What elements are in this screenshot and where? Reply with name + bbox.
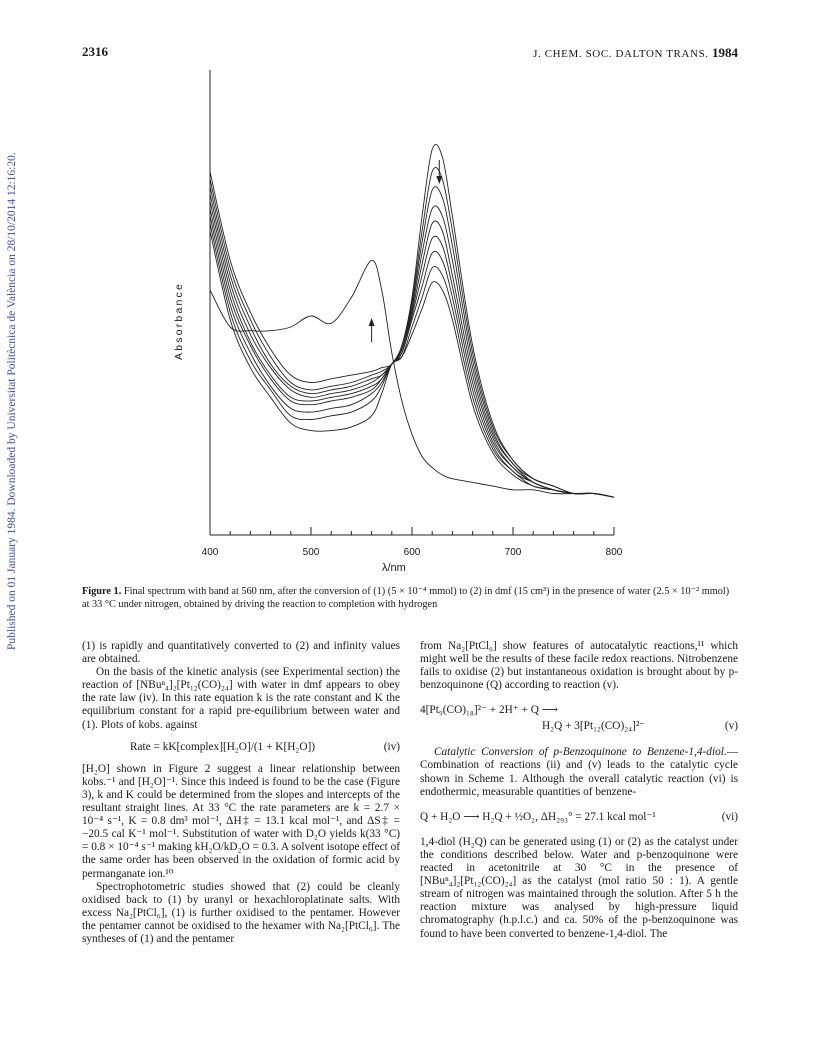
figure-caption [82,586,738,611]
journal-name: J. CHEM. SOC. DALTON TRANS. [533,48,709,60]
equation-line: 4[Pt₉(CO)₁₈]²⁻ + 2H⁺ + Q ⟶ [420,704,558,717]
x-tick-label: 800 [605,547,623,558]
equation-v [420,702,738,734]
equation-number: (iv) [383,740,400,753]
equation-number: (vi) [721,810,738,823]
paragraph: from Na₂[PtCl₆] show features of autocatalytic reactions,¹¹ which might well be the results of these facile redox reactions. Nitrobenzene fails to oxidise (2) but instantaneous oxidation is brought about by p-benzoquinone (Q) according to reaction (v). [420,640,738,692]
equation-line: H₂Q + 3[Pt₁₂(CO)₂₄]²⁻ [542,720,646,733]
x-tick-label: 500 [302,547,320,558]
running-head [533,45,738,61]
paragraph: On the basis of the kinetic analysis (see Experimental section) the reaction of [NBuⁿ₄]₂[Pt₁₂(CO)₂₄] with water in dmf appears to obey the rate law (iv). In this rate equation k is the rate constant and K the equilibrium constant for a rapid pre-equilibrium between water and (1). Plots of kobs. against [82,666,400,731]
x-tick-label: 600 [403,547,421,558]
paragraph: 1,4-diol (H₂Q) can be generated using (1) or (2) as the catalyst under the conditions described below. Water and p-benzoquinone were reacted in acetonitrile at 30 °C in the presence of [NBuⁿ₄]₂[Pt₁₂(CO)₂₄] as the catalyst (mol ratio 50 : 1). A gentle stream of nitrogen was maintained through the solution. After 5 h the reaction mixture was analysed by high-pressure liquid chromatography (h.p.l.c.) and ca. 50% of the p-benzoquinone was found to have been converted to benzene-1,4-diol. The [420,835,738,940]
equation-line-2 [420,718,738,734]
spectrum-line-8 [210,223,614,497]
download-note: Published on 01 January 1984. Downloaded by Universitat Politècnica de València on 28/10/2014 12:16:20. [6,152,18,650]
section-paragraph [420,746,738,798]
caption-label: Figure 1. [82,586,122,597]
spectrum-chart [170,60,640,550]
equation-iv [82,741,400,754]
arrow-down-head [436,176,442,184]
x-axis-label: λ/nm [382,562,406,574]
equation-number: (v) [724,720,738,733]
right-column [420,640,738,941]
paragraph: (1) is rapidly and quantitatively converted to (2) and infinity values are obtained. [82,640,400,666]
equation-text: Q + H₂O ⟶ H₂Q + ½O₂, ΔH₂₉₃° = 27.1 kcal mol⁻¹ [420,810,656,823]
x-tick-label: 400 [201,547,219,558]
caption-text: Final spectrum with band at 560 nm, after the conversion of (1) (5 × 10⁻⁴ mmol) to (2) in dmf (15 cm³) in the presence of water (2.5 × 10⁻² mmol) at 33 °C under nitrogen, obtained by driving the reaction to completion with hydrogen [82,586,730,610]
equation-vi [420,811,738,824]
download-watermark [2,152,22,650]
y-axis-label: Absorbance [173,281,185,360]
spectrum-line-6 [210,209,614,498]
section-title: Catalytic Conversion of p-Benzoquinone to Benzene-1,4-diol. [434,746,727,759]
x-tick-label: 700 [504,547,522,558]
spectrum-line-4 [210,194,614,497]
journal-year: 1984 [712,45,738,60]
paragraph: [H₂O] shown in Figure 2 suggest a linear relationship between kobs.⁻¹ and [H₂O]⁻¹. Since this indeed is found to be the case (Figure 3), k and K could be determined from the slopes and intercepts of the resultant straight lines. At 33 °C the rate parameters are k = 2.7 × 10⁻⁴ s⁻¹, K = 0.8 dm³ mol⁻¹, ΔH‡ = 13.1 kcal mol⁻¹, and ΔS‡ = −20.5 cal K⁻¹ mol⁻¹. Substitution of water with D₂O yields k(33 °C) = 0.8 × 10⁻⁴ s⁻¹ making kH₂O/kD₂O = 0.3. A solvent isotope effect of the same order has been observed in the oxidation of formic acid by permanganate ion.¹⁰ [82,762,400,880]
equation-text: Rate = kK[complex][H₂O]/(1 + K[H₂O]) [130,740,315,753]
paragraph: Spectrophotometric studies showed that (2) could be cleanly oxidised back to (1) by uranyl or hexachloroplatinate salts. With excess Na₂[PtCl₆], (1) is further oxidised to the pentamer. However the pentamer cannot be oxidised to the hexamer with Na₂[PtCl₆]. The syntheses of (1) and the pentamer [82,880,400,945]
page-number: 2316 [82,44,108,59]
spectrum-line-3 [210,186,614,497]
figure-1 [170,60,640,580]
left-column [82,640,400,946]
section-text: —Combination of reactions (ii) and (v) leads to the catalytic cycle shown in Scheme 1. Although the overall catalytic reaction (vi) is endothermic, measurable quantities of benzene- [420,746,738,798]
arrow-up-head [369,318,375,326]
spectrum-line-2 [210,167,614,497]
